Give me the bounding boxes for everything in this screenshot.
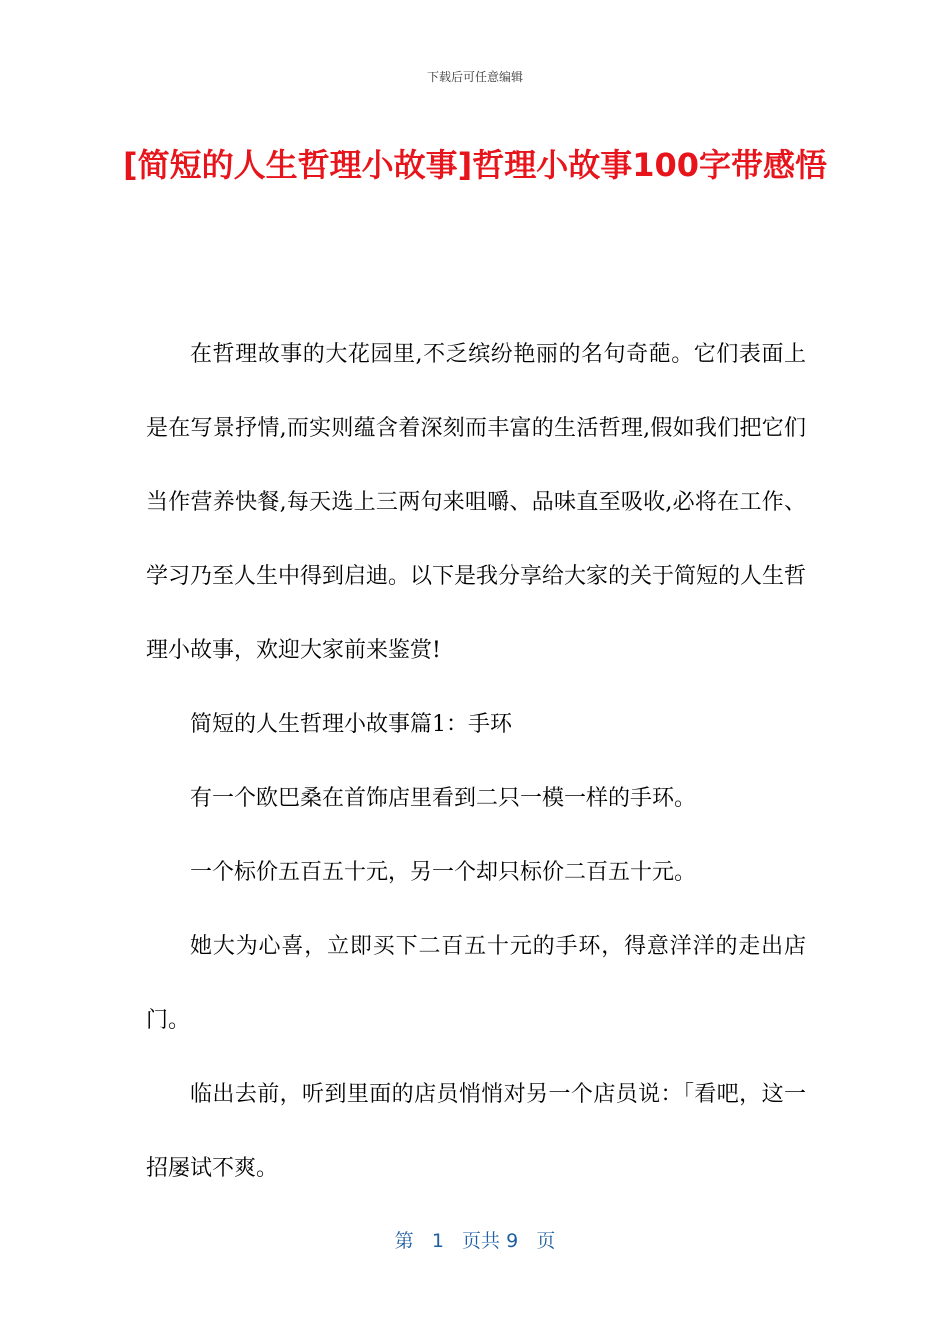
- paragraph-intro: 在哲理故事的大花园里,不乏缤纷艳丽的名句奇葩。它们表面上是在写景抒情,而实则蕴含着深刻而丰富的生活哲理,假如我们把它们当作营养快餐,每天选上三两句来咀嚼、品味直至吸收,必将在工作、学习乃至人生中得到启迪。以下是我分享给大家的关于简短的人生哲理小故事，欢迎大家前来鉴赏!: [146, 342, 807, 663]
- page-footer: [0, 1226, 950, 1253]
- footer-label-page: 第: [394, 1230, 414, 1252]
- story-heading: 简短的人生哲理小故事篇1：手环: [190, 712, 512, 737]
- footer-current-page: 1: [431, 1230, 444, 1252]
- document-body: [146, 318, 806, 1206]
- footer-label-of: 页共: [462, 1230, 501, 1252]
- footer-total-pages: 9: [506, 1230, 519, 1252]
- footer-label-end: 页: [536, 1230, 556, 1252]
- paragraph: 她大为心喜，立即买下二百五十元的手环，得意洋洋的走出店门。: [146, 934, 806, 1033]
- paragraph: 一个标价五百五十元，另一个却只标价二百五十元。: [190, 860, 697, 885]
- document-title: [简短的人生哲理小故事]哲理小故事100字带感悟: [122, 146, 828, 184]
- paragraph: 临出去前，听到里面的店员悄悄对另一个店员说：「看吧，这一招屡试不爽。: [146, 1082, 806, 1181]
- paragraph: 有一个欧巴桑在首饰店里看到二只一模一样的手环。: [190, 786, 697, 811]
- header-note: 下载后可任意编辑: [426, 70, 523, 84]
